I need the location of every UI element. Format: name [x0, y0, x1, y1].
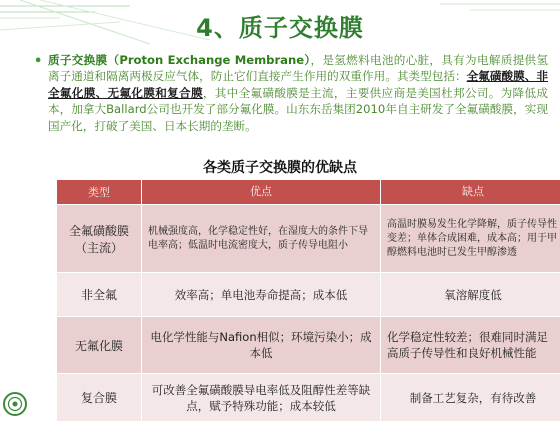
row-cons: 制备工艺复杂，有待改善	[381, 374, 560, 422]
header-cons: 缺点	[381, 180, 560, 205]
header-pros: 优点	[142, 180, 381, 205]
row-type: 复合膜	[57, 374, 142, 422]
slide-title: 4、质子交换膜	[0, 8, 560, 43]
row-type	[57, 205, 142, 273]
table-title: 各类质子交换膜的优缺点	[0, 157, 560, 177]
round-seal-logo-icon	[3, 392, 27, 416]
row-type: 非全氟	[57, 273, 142, 317]
table-header-row	[57, 180, 560, 205]
row-pros: 效率高；单电池寿命提高；成本低	[142, 273, 381, 317]
row-type-name: 全氟磺酸膜	[58, 222, 140, 239]
table-row	[57, 273, 560, 317]
row-pros: 可改善全氟磺酸膜导电率低及阻醇性差等缺点，赋予特殊功能；成本较低	[142, 374, 381, 422]
row-pros: 电化学性能与Nafion相似；环境污染小；成本低	[142, 317, 381, 374]
bullet-dot-icon: •	[34, 54, 42, 69]
header-type: 类型	[57, 180, 142, 205]
term-english: （Proton Exchange Membrane）	[107, 53, 310, 67]
table-row	[57, 374, 560, 422]
table-row	[57, 205, 560, 273]
row-cons: 高温时膜易发生化学降解，质子传导性变差；单体合成困难，成本高；用于甲醇燃料电池时已发生甲醇渗透	[381, 205, 560, 273]
comparison-table	[56, 179, 560, 422]
bullet-paragraph	[48, 52, 548, 134]
text-part-1: ，是氢燃料电池的心脏，具有为电解质提供氢离子通道和隔离两极反应气体，防止它们直接产生作用的双重作用。其类型包括：	[48, 53, 548, 83]
row-type: 无氟化膜	[57, 317, 142, 374]
row-pros: 机械强度高，化学稳定性好，在湿度大的条件下导电率高；低温时电流密度大，质子传导电阻小	[142, 205, 381, 273]
membrane-types: 全氟磺酸膜、非全氟化膜、无氟化膜和复合膜	[48, 69, 548, 99]
row-cons: 化学稳定性较差；很难同时满足高质子传导性和良好机械性能	[381, 317, 560, 374]
table-row	[57, 317, 560, 374]
text-part-2: ，其中全氟磺酸膜是主流，主要供应商是美国杜邦公司。为降低成本，加拿大Ballard公司也开发了部分氟化膜。山东东岳集团2010年自主研发了全氟磺酸膜，实现国产化，打破了美国、日本长期的垄断。	[48, 86, 548, 133]
term-label: 质子交换膜	[48, 53, 107, 67]
row-cons: 氧溶解度低	[381, 273, 560, 317]
row-type-note: （主流）	[58, 239, 140, 256]
bullet-text	[48, 52, 548, 134]
